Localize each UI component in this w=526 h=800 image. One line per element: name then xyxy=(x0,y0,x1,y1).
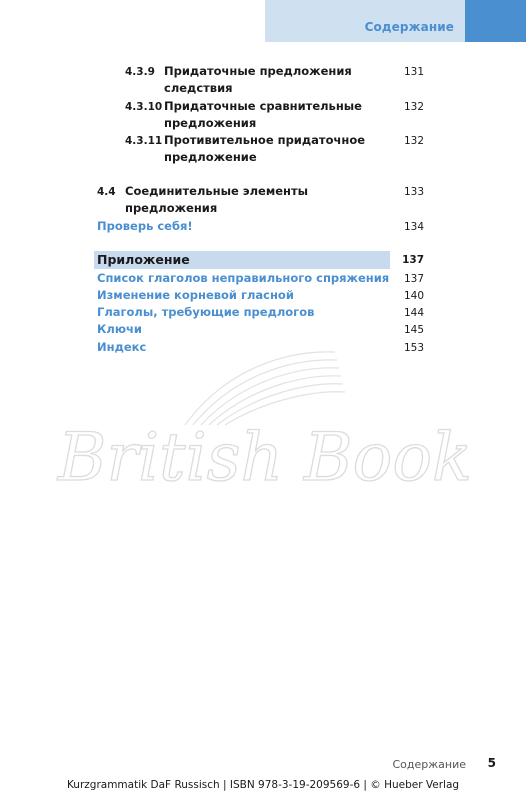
appendix-title: Приложение xyxy=(97,252,190,267)
toc-entry-title: Соединительные элементы xyxy=(125,184,309,198)
toc-entry-page: 133 xyxy=(403,186,424,198)
footer-section-label: Содержание xyxy=(392,758,466,771)
toc-entry-page: 132 xyxy=(403,101,424,113)
toc-entry-title-cont: предложение xyxy=(164,150,257,164)
toc-entry-title-cont: предложения xyxy=(164,116,257,130)
toc-entry-number: 4.3.11 xyxy=(125,135,163,147)
toc-entry-number: 4.3.9 xyxy=(125,66,155,78)
toc-entry-title-cont: следствия xyxy=(164,81,233,95)
header-title: Содержание xyxy=(364,20,454,34)
toc-entry-page: 132 xyxy=(403,135,424,147)
appendix-item-title: Список глаголов неправильного спряжения xyxy=(97,271,390,285)
toc-entry-title: Придаточные предложения xyxy=(164,64,352,78)
toc-entry-title: Придаточные сравнительные xyxy=(164,99,362,113)
appendix-item-title: Индекс xyxy=(97,340,147,354)
toc-entry-number: 4.3.10 xyxy=(125,101,163,113)
appendix-page: 137 xyxy=(402,254,424,266)
british-book-watermark xyxy=(55,330,475,530)
appendix-item-page: 137 xyxy=(403,273,424,285)
header-band-dark xyxy=(465,0,526,42)
appendix-item-page: 145 xyxy=(403,324,424,336)
toc-entry-number: 4.4 xyxy=(97,186,116,198)
watermark-text: British Book xyxy=(57,419,473,496)
footer-publication-info: Kurzgrammatik DaF Russisch | ISBN 978-3-19-209569-6 | © Hueber Verlag xyxy=(66,779,460,791)
appendix-item-page: 140 xyxy=(403,290,424,302)
toc-entry-page: 131 xyxy=(403,66,424,78)
appendix-item-title: Ключи xyxy=(97,322,142,336)
toc-entry-title: Проверь себя! xyxy=(97,219,193,233)
toc-entry-page: 134 xyxy=(403,221,424,233)
appendix-item-title: Глаголы, требующие предлогов xyxy=(97,305,315,319)
toc-entry-title-cont: предложения xyxy=(125,201,218,215)
appendix-item-page: 153 xyxy=(403,342,424,354)
footer-page-number: 5 xyxy=(487,756,496,770)
toc-entry-title: Противительное придаточное xyxy=(164,133,366,147)
appendix-item-title: Изменение корневой гласной xyxy=(97,288,294,302)
appendix-item-page: 144 xyxy=(403,307,424,319)
